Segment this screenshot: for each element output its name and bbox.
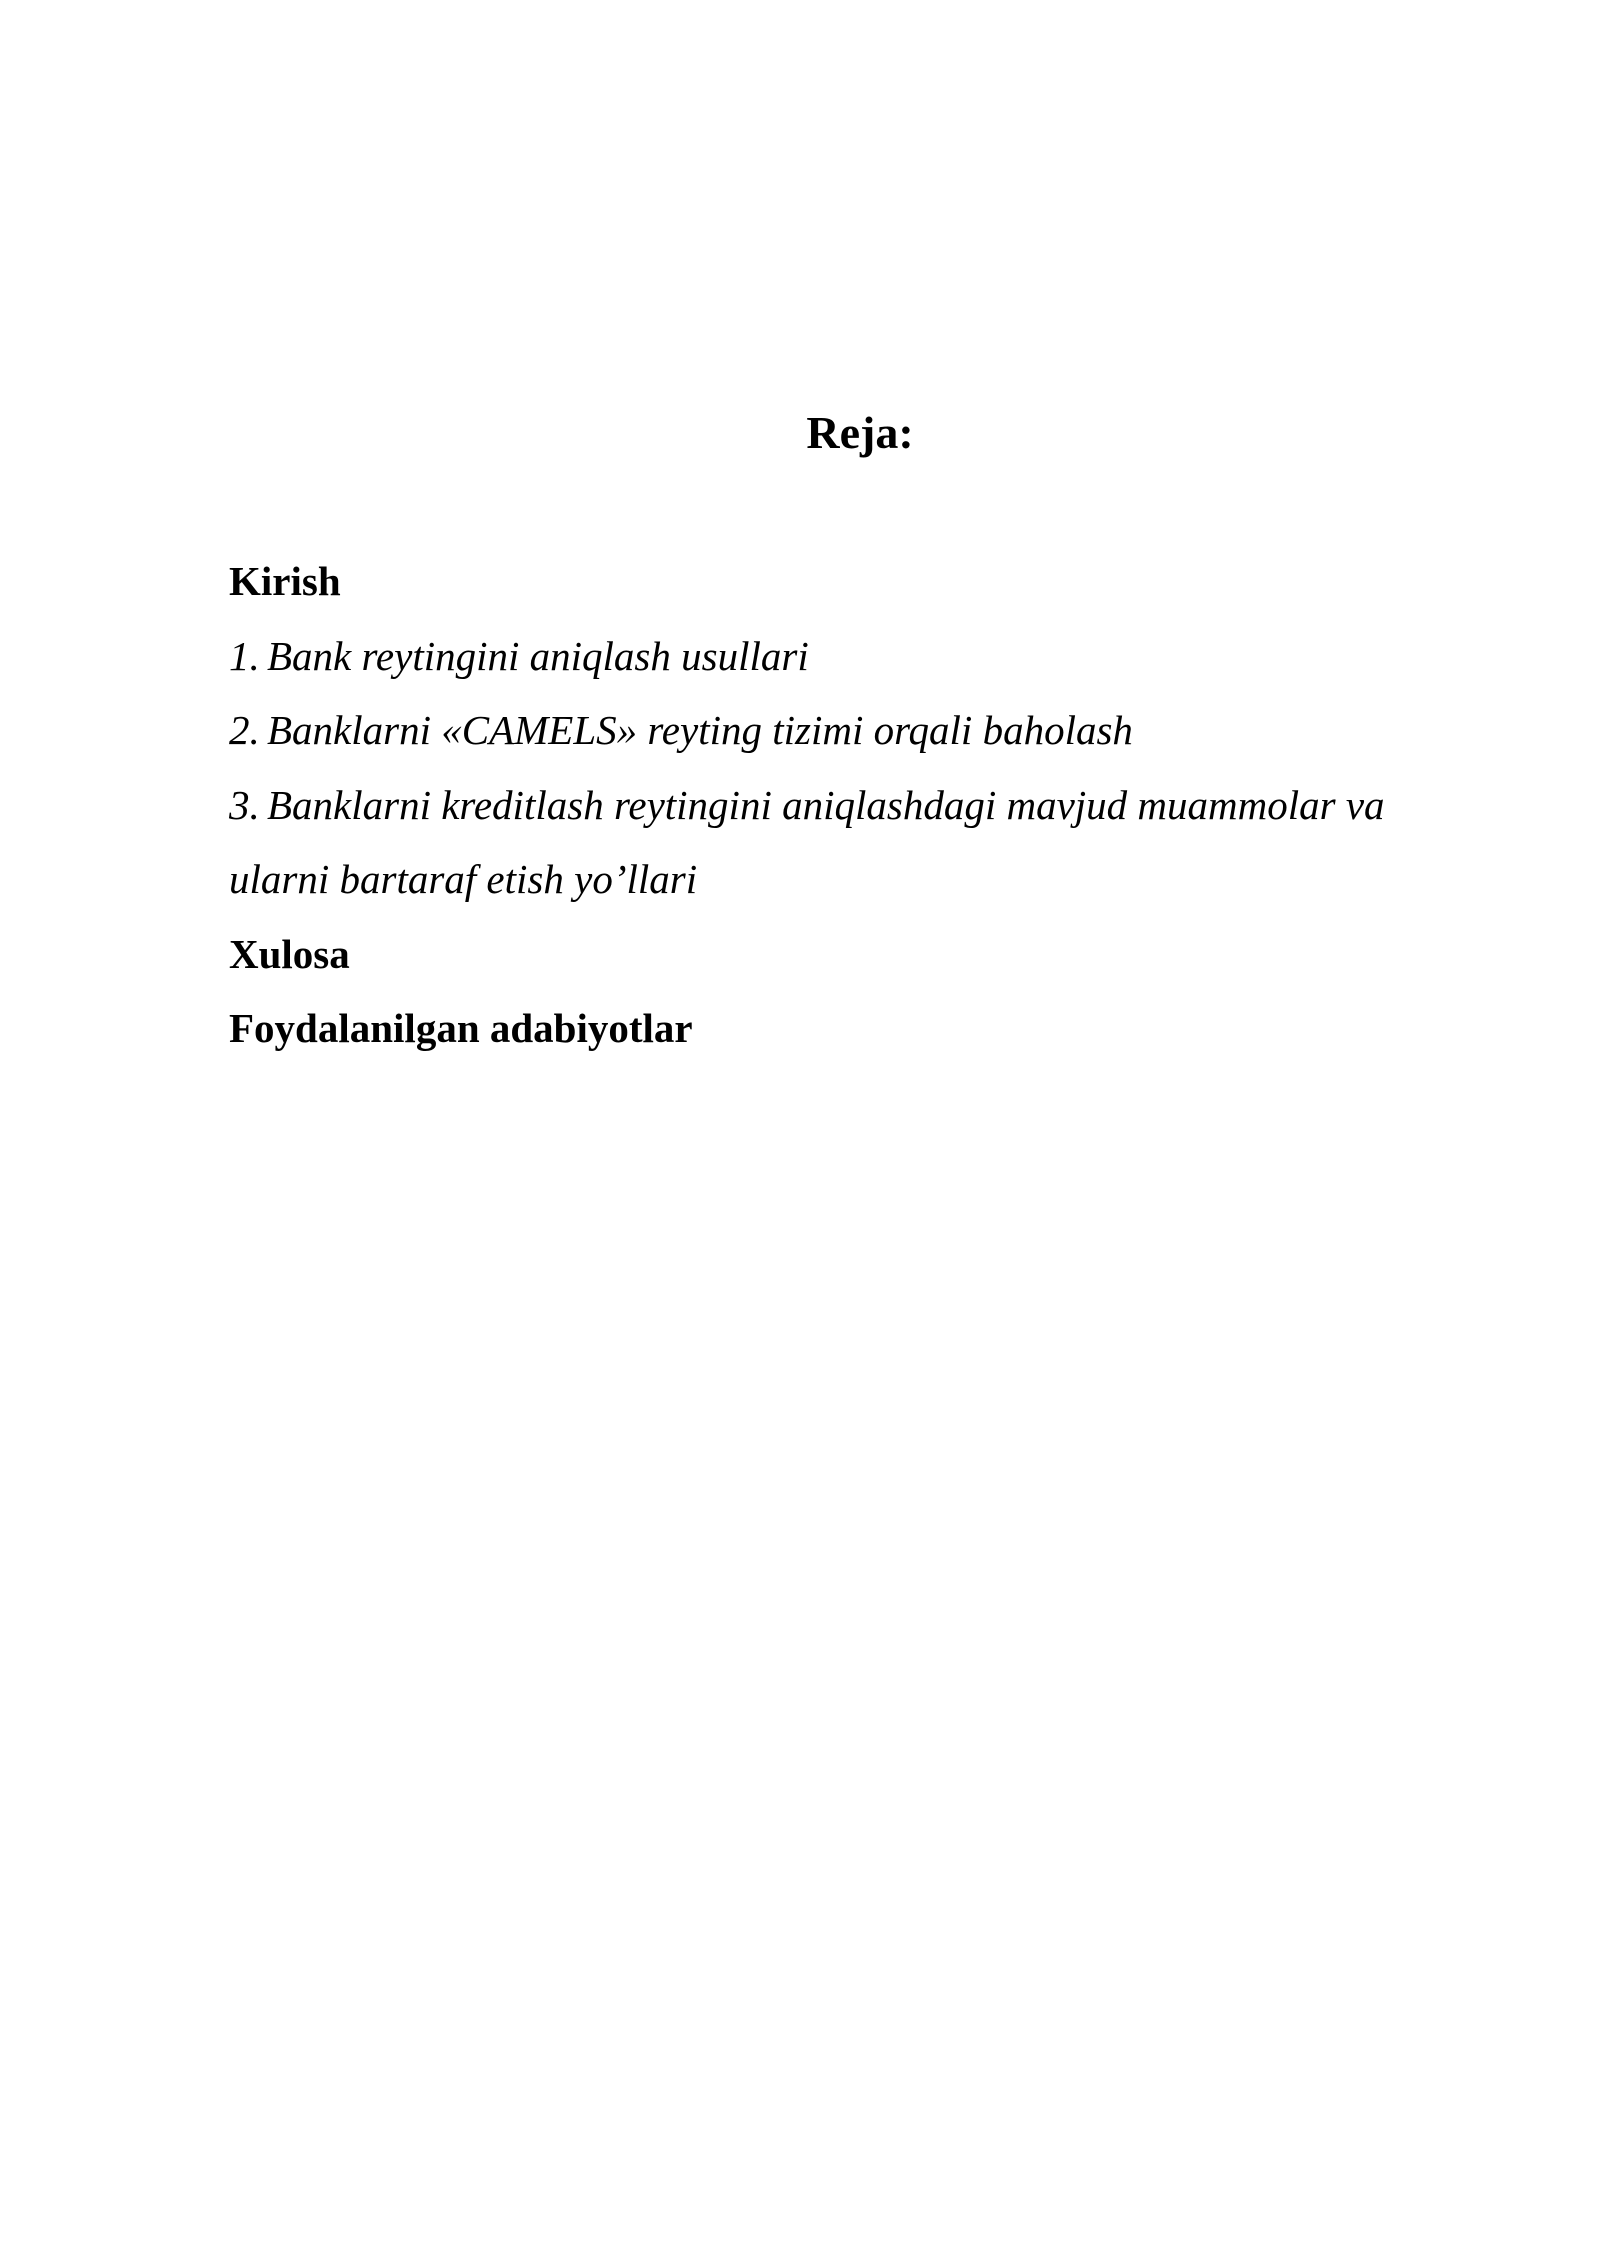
- toc-entry-conclusion: Xulosa: [229, 930, 350, 977]
- toc-entry-number: 3.: [229, 781, 260, 828]
- toc-entry-1: [229, 619, 1449, 694]
- toc-entry-3: [229, 768, 1449, 917]
- toc-entry-text: Banklarni «CAMELS» reyting tizimi orqali baholash: [267, 707, 1133, 753]
- table-of-contents: [229, 544, 1449, 1066]
- toc-entry-2: [229, 693, 1449, 768]
- toc-entry-text: Banklarni kreditlash reytingini aniqlashdagi mavjud muammolar va ularni bartaraf etish yo’llari: [229, 781, 1385, 902]
- toc-entry-number: 1.: [229, 632, 260, 679]
- toc-entry-references: Foydalanilgan adabiyotlar: [229, 1005, 693, 1051]
- toc-entry-intro: Kirish: [229, 558, 341, 604]
- page-title: Reja:: [806, 407, 914, 458]
- toc-entry-number: 2.: [229, 707, 260, 753]
- toc-entry-text: Bank reytingini aniqlash usullari: [267, 632, 809, 679]
